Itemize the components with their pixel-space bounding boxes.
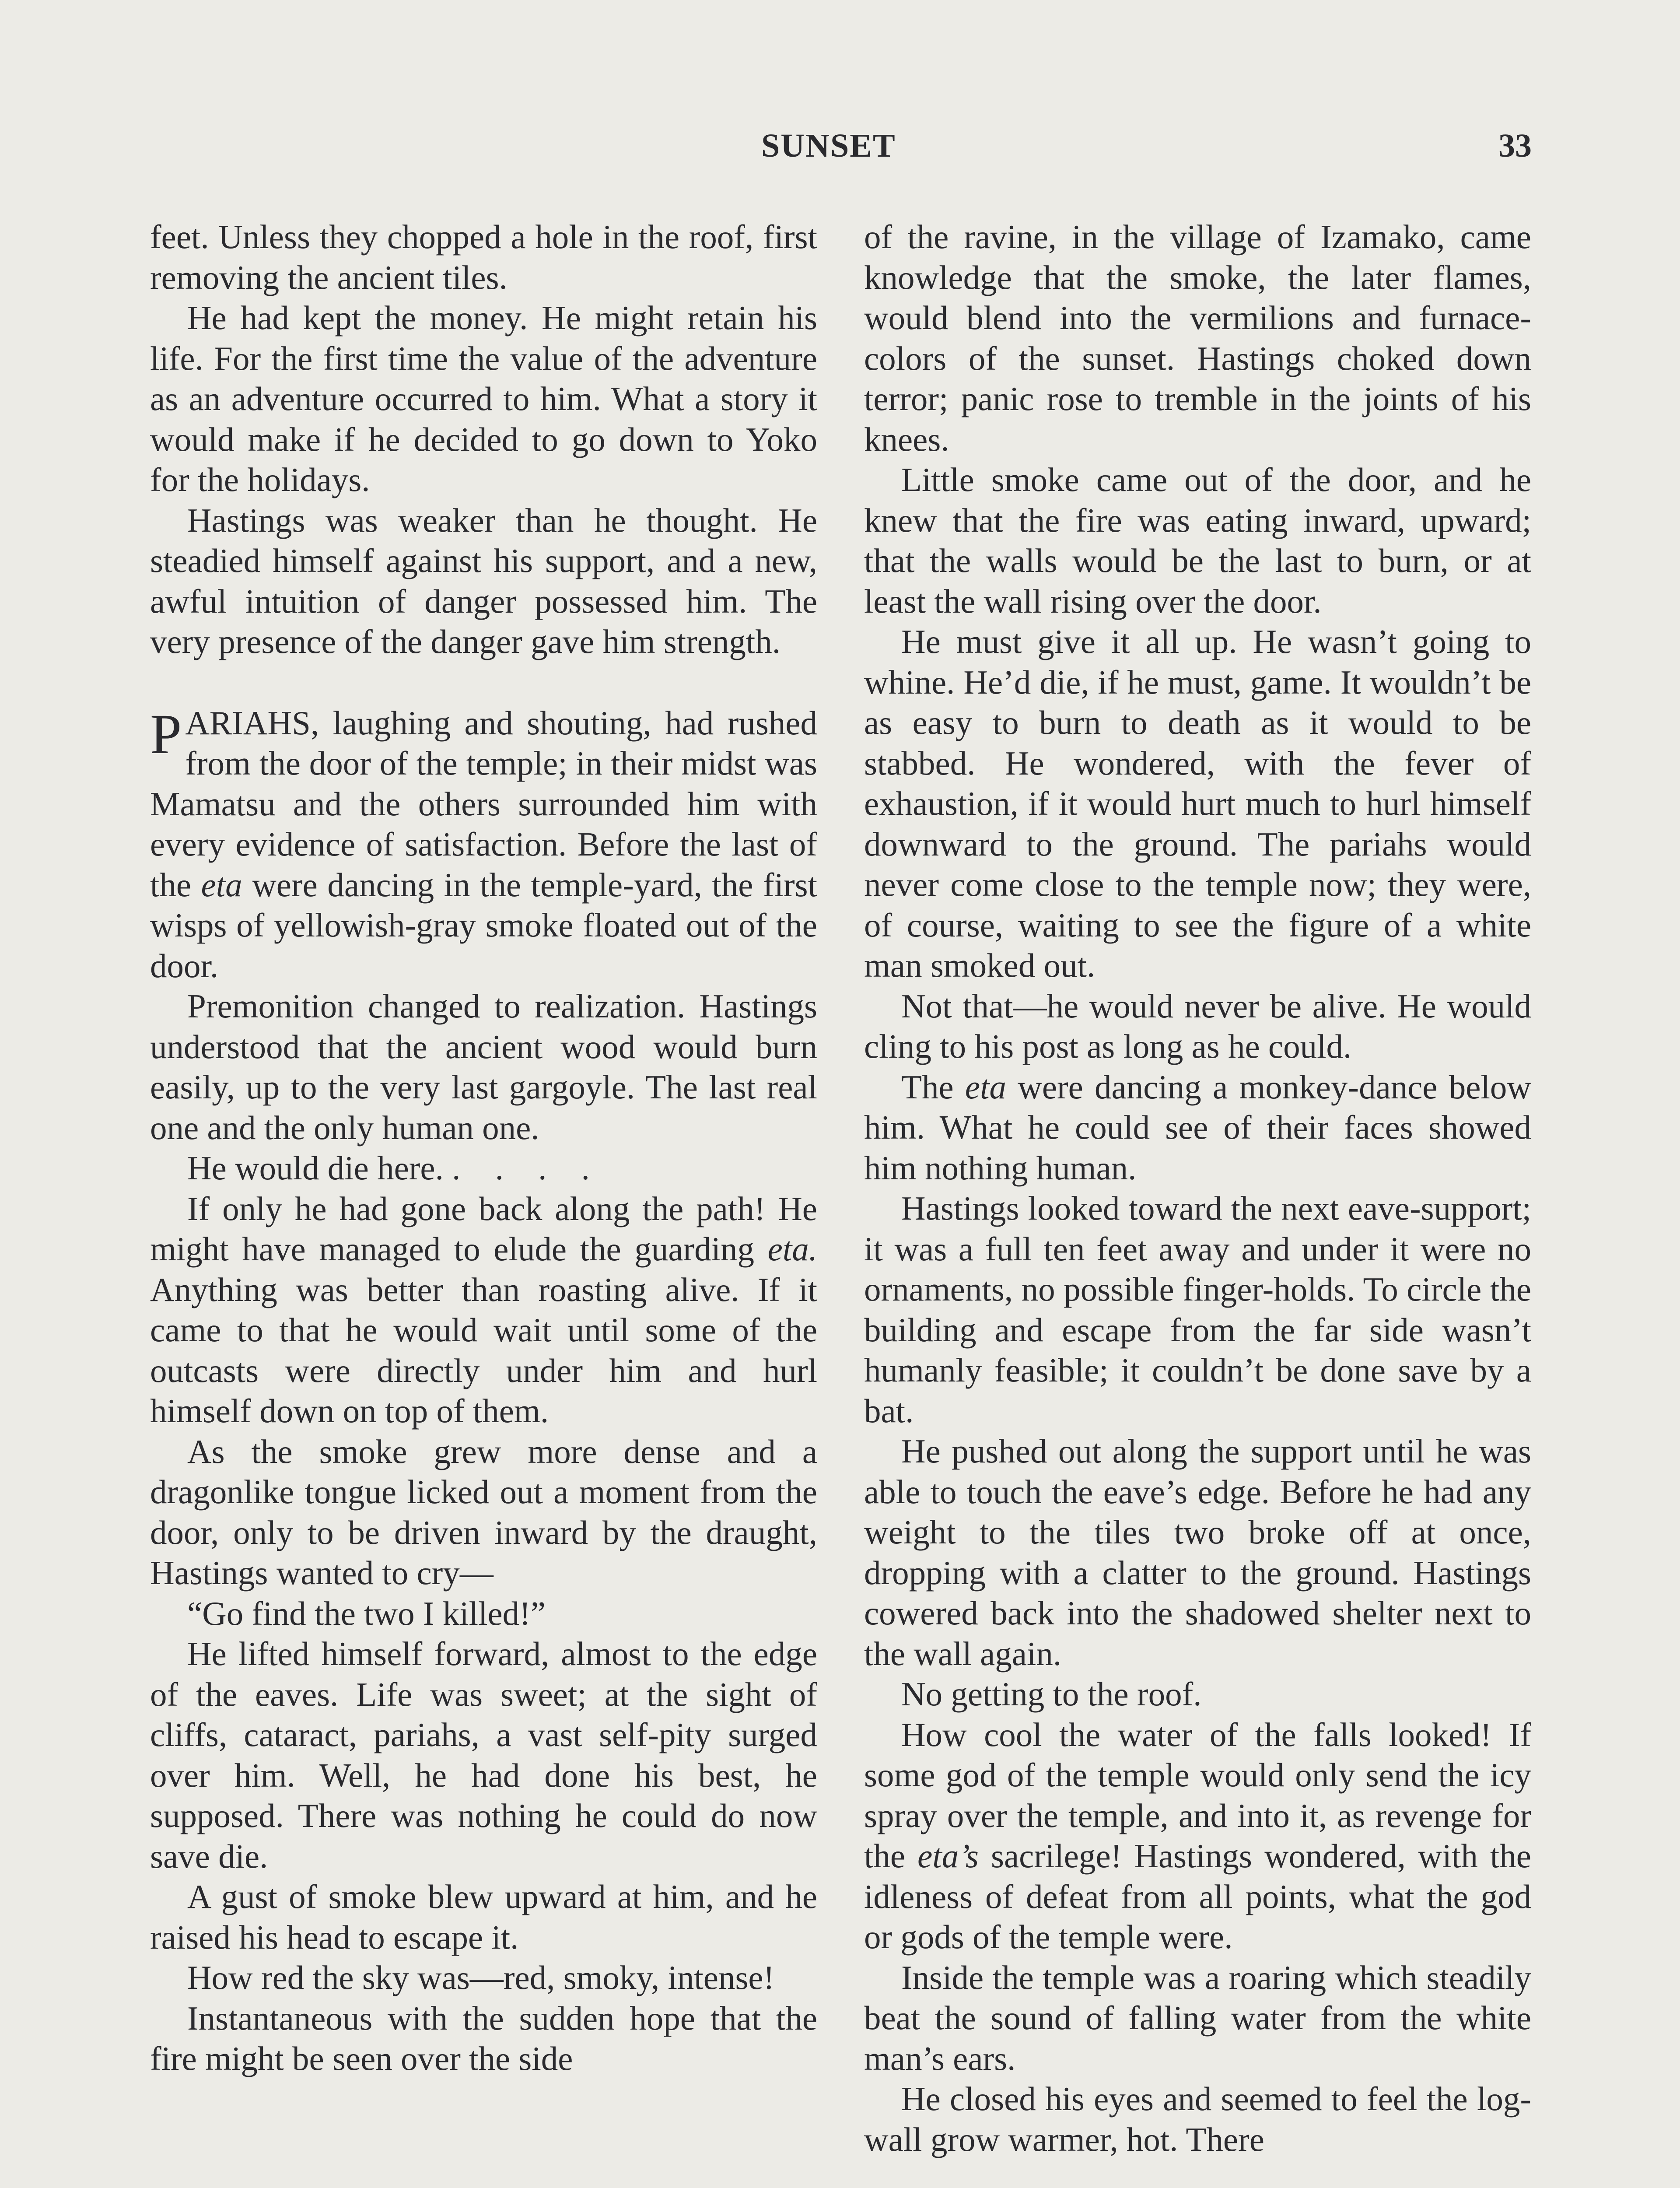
paragraph (864, 1715, 1531, 1957)
text-run: The (901, 1068, 965, 1106)
paragraph: As the smoke grew more dense and a dragonlike tongue licked out a moment from the door, only to be driven inward by the draught, Hastings wanted to cry— (150, 1432, 817, 1592)
paragraph: Hastings was weaker than he thought. He steadied himself against his support, and a new, awful intuition of danger possessed him. The very presence of the danger gave him strength. (150, 501, 817, 660)
drop-cap: P (150, 702, 182, 766)
running-head: SUNSET (761, 127, 896, 164)
paragraph: He pushed out along the support until he was able to touch the eave’s edge. Before he had any weight to the tiles two broke off at once, dropping with a clatter to the ground. Hastings cowered back into the shadowed shelter next to the wall again. (864, 1432, 1531, 1673)
paragraph: Hastings looked toward the next eave-support; it was a full ten feet away and under it were no ornaments, no possible finger-holds. To circle the building and escape from the far side wasn’t humanly feasible; it couldn’t be done save by a bat. (864, 1189, 1531, 1430)
text-run: sacrilege! Hastings wondered, with the idleness of defeat from all points, what the god or gods of the temple were. (864, 1837, 1531, 1956)
italic-word: eta (201, 866, 242, 904)
italic-word: eta. (767, 1230, 817, 1268)
paragraph (150, 1189, 817, 1431)
right-column (864, 217, 1531, 2160)
text-run: were dancing in the temple-yard, the first wisps of yellowish-gray smoke floated out of the door. (150, 866, 817, 985)
paragraph: Little smoke came out of the door, and he knew that the fire was eating inward, upward; that the walls would be the last to burn, or at least the wall rising over the door. (864, 461, 1531, 620)
paragraph: feet. Unless they chopped a hole in the roof, first removing the ancient tiles. (150, 218, 817, 296)
paragraph (150, 1148, 817, 1189)
text-run: laughing and shouting, had rushed from the door of the temple; in their midst was Mamatsu and the others surrounded him with every evidence of satisfaction. Before the last of the (150, 704, 817, 904)
paragraph: He must give it all up. He wasn’t going to whine. He’d die, if he must, game. It wouldn’t be as easy to burn to death as it would to be stabbed. He wondered, with the fever of exhaustion, if it would hurt much to hurl himself downward to the ground. The pariahs would never come close to the temple now; they were, of course, waiting to see the figure of a white man smoked out. (864, 623, 1531, 984)
paragraph: of the ravine, in the village of Izamako, came knowledge that the smoke, the later flames, would blend into the vermilions and furnace-colors of the sunset. Hastings choked down terror; panic rose to tremble in the joints of his knees. (864, 218, 1531, 458)
text-run: How cool the water of the falls looked! If some god of the temple would only send the icy spray over the temple, and into it, as revenge for the (864, 1715, 1531, 1875)
paragraph: He had kept the money. He might retain his life. For the first time the value of the adventure as an adventure occurred to him. What a story it would make if he decided to go down to Yoko for the holidays. (150, 299, 817, 498)
paragraph: He lifted himself forward, almost to the edge of the eaves. Life was sweet; at the sight of cliffs, cataract, pariahs, a vast self-pity surged over him. Well, he had done his best, he supposed. There was nothing he could do now save die. (150, 1635, 817, 1875)
paragraph: How red the sky was—red, smoky, intense! (187, 1959, 775, 1996)
paragraph: No getting to the roof. (901, 1675, 1202, 1713)
text-run: He would die here. (187, 1149, 444, 1187)
text-run: If only he had gone back along the path! He might have managed to elude the guarding (150, 1189, 817, 1268)
page-number: 33 (1498, 127, 1532, 164)
text-run: Anything was better than roasting alive. If it came to that he would wait until some of the outcasts were directly under him and hurl himself down on top of them. (150, 1270, 817, 1430)
text-run: were dancing a monkey-dance below him. What he could see of their faces showed him nothing human. (864, 1068, 1531, 1187)
paragraph: A gust of smoke blew upward at him, and he raised his head to escape it. (150, 1878, 817, 1956)
left-column (150, 217, 817, 2079)
paragraph: Instantaneous with the sudden hope that the fire might be seen over the side (150, 1999, 817, 2077)
paragraph (864, 1067, 1531, 1189)
paragraph: Premonition changed to realization. Hastings understood that the ancient wood would burn easily, up to the very last gargoyle. The last real one and the only human one. (150, 987, 817, 1147)
paragraph: He closed his eyes and seemed to feel the log-wall grow warmer, hot. There (864, 2080, 1531, 2158)
ellipsis: . . . . (452, 1149, 603, 1187)
small-caps-lead: ARIAHS, (185, 704, 319, 742)
paragraph-section-opening (150, 703, 817, 986)
paragraph-dialogue: “Go find the two I killed!” (187, 1594, 546, 1632)
italic-word: eta (965, 1068, 1006, 1106)
paragraph: Not that—he would never be alive. He would cling to his post as long as he could. (864, 987, 1531, 1065)
paragraph: Inside the temple was a roaring which steadily beat the sound of falling water from the white man’s ears. (864, 1958, 1531, 2077)
italic-word: eta’s (917, 1837, 979, 1875)
section-break (150, 662, 817, 703)
